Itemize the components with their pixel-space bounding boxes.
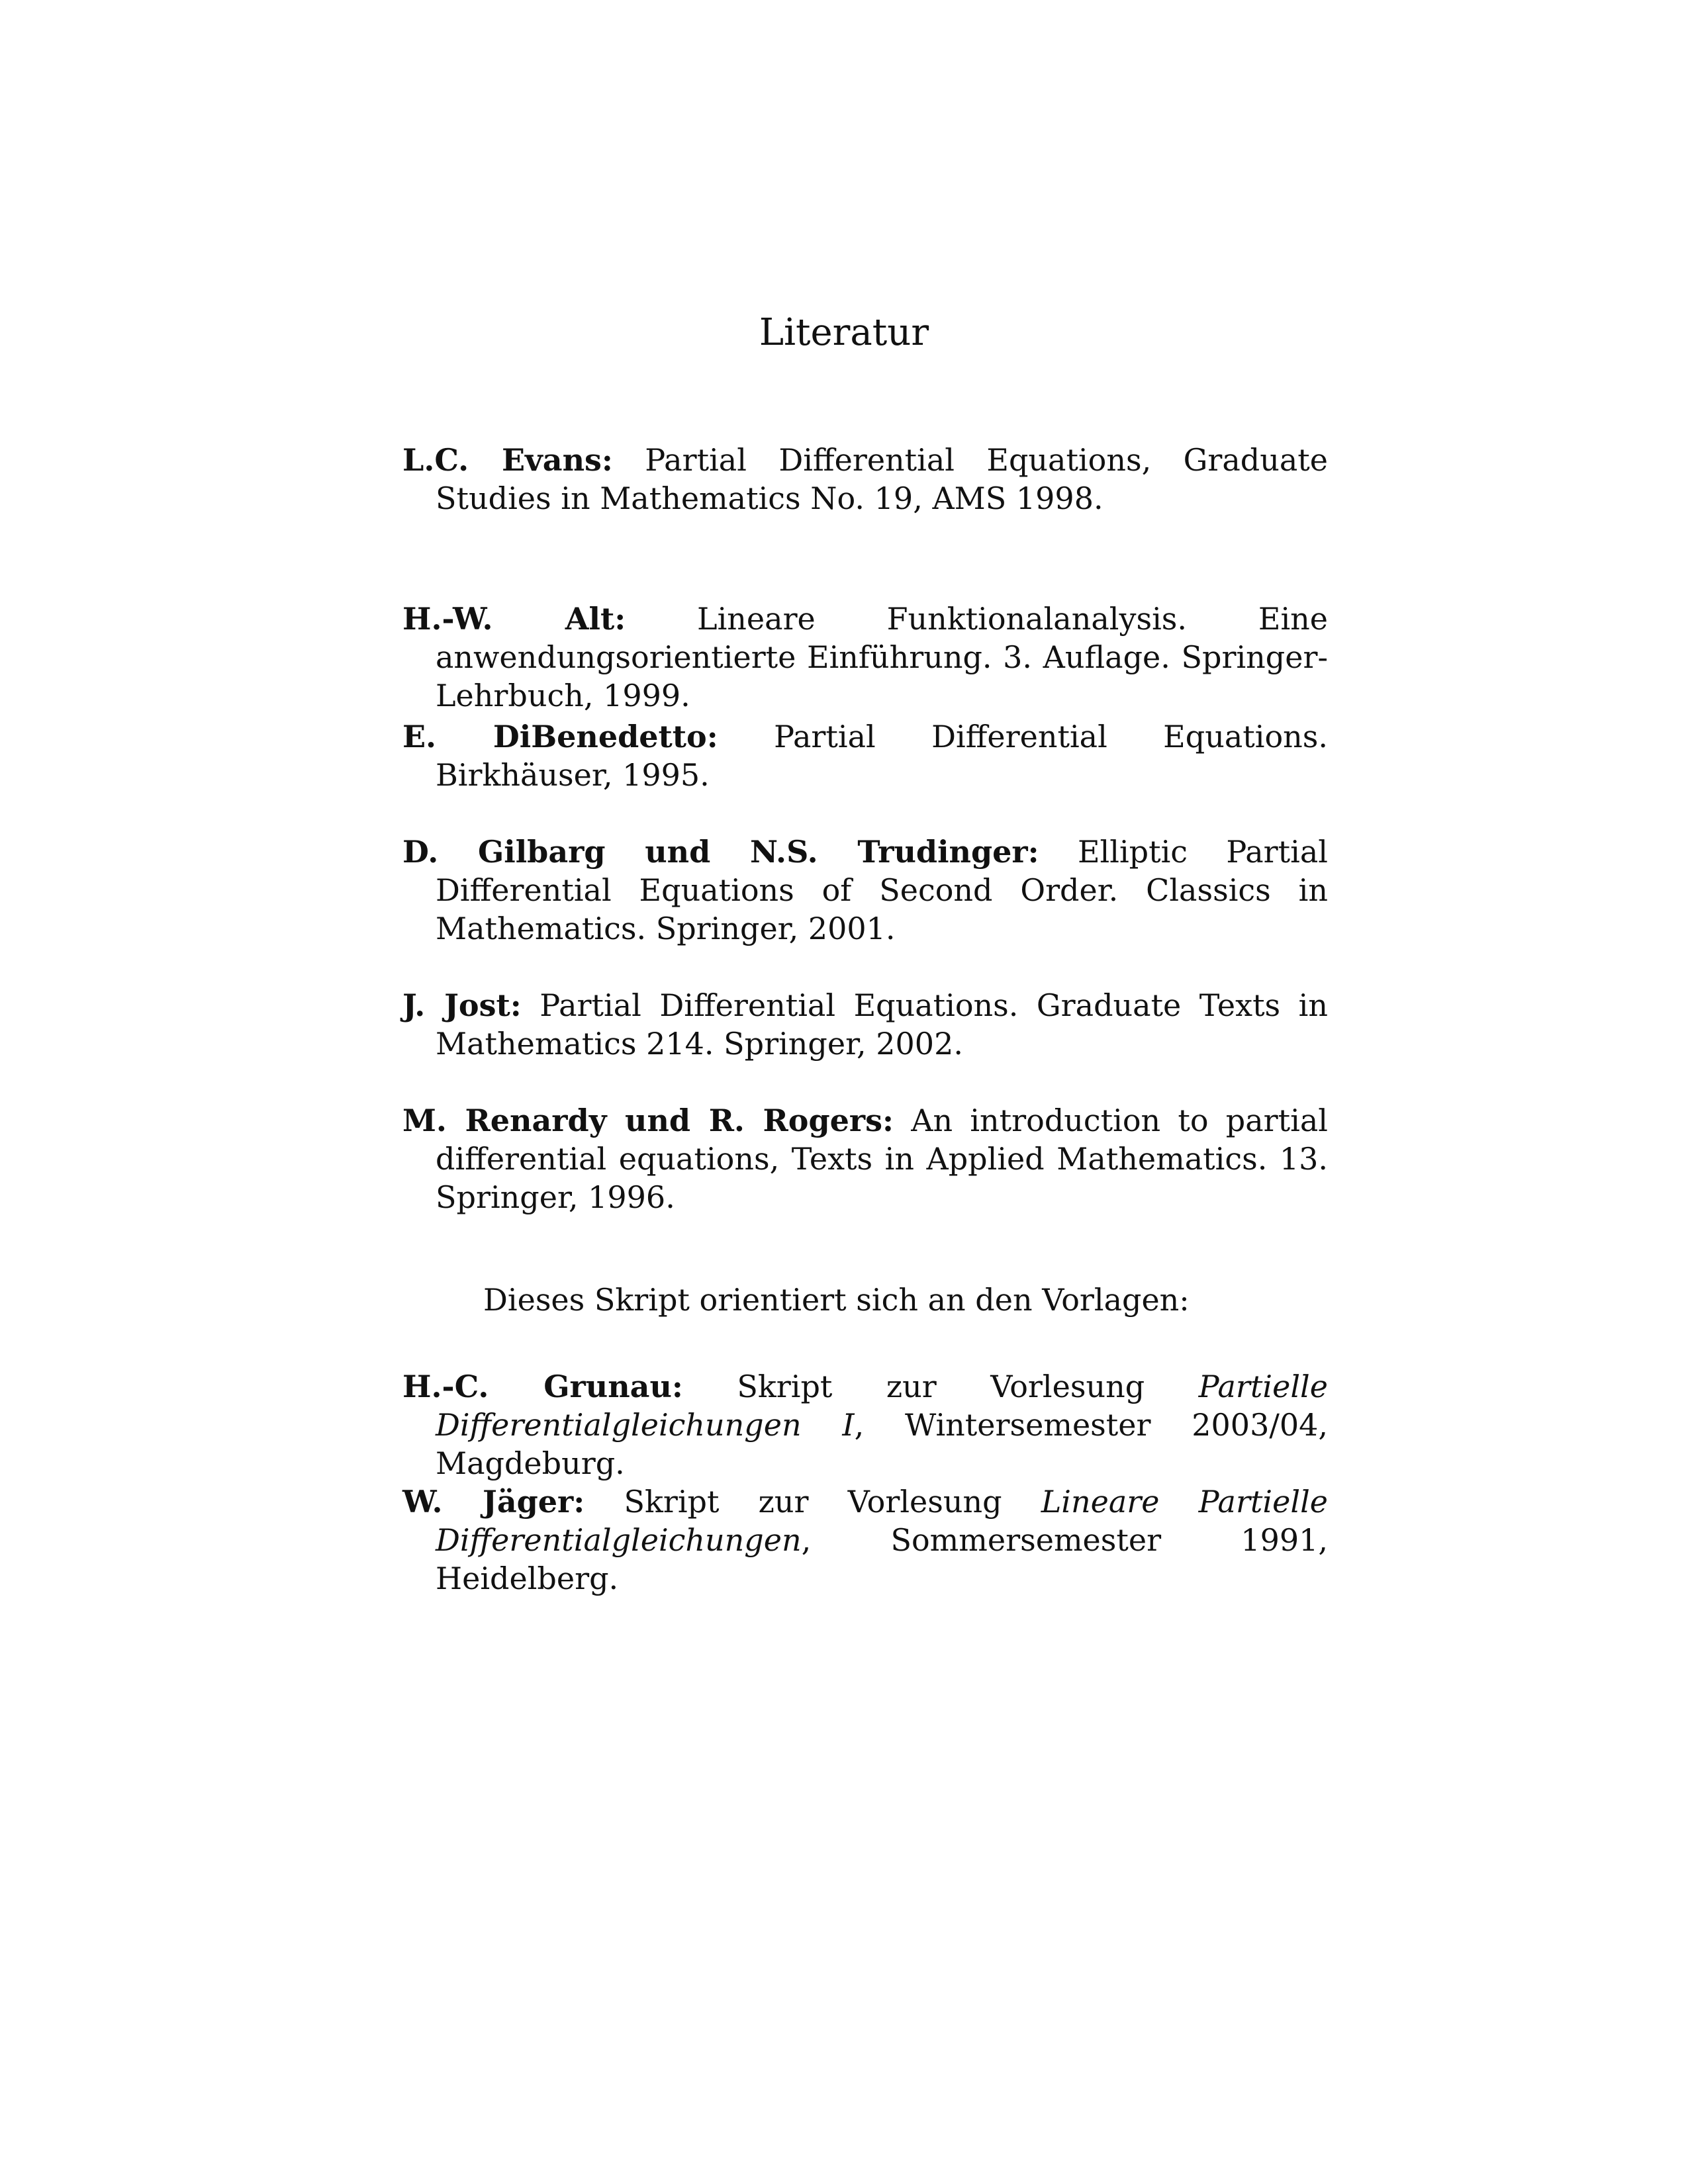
- reference-text: Elliptic Partial Differential Equations of Second Order. Classics in Mathematics. Springer, 2001.: [436, 834, 1328, 946]
- source-title: Lineare Partielle Differentialgleichungen: [436, 1484, 1329, 1558]
- reference-entry: [402, 833, 1328, 948]
- source-suffix: , Wintersemester 2003/04, Magdeburg.: [436, 1407, 1328, 1481]
- reference-text: An introduction to partial differential equations, Texts in Applied Mathematics. 13. Springer, 1996.: [436, 1103, 1328, 1215]
- reference-entry: [402, 600, 1328, 715]
- reference-entry: [402, 441, 1328, 518]
- reference-text: Lineare Funktionalanalysis. Eine anwendungsorientierte Einführung. 3. Auflage. Springer-Lehrbuch, 1999.: [436, 601, 1328, 713]
- source-author: H.-C. Grunau:: [402, 1369, 683, 1404]
- source-prefix: Skript zur Vorlesung: [737, 1369, 1145, 1404]
- source-entry: [402, 1482, 1328, 1598]
- reference-author: E. DiBenedetto:: [402, 719, 718, 754]
- source-title: Partielle Differentialgleichungen I: [436, 1369, 1328, 1443]
- reference-author: M. Renardy und R. Rogers:: [402, 1103, 894, 1138]
- reference-author: J. Jost:: [402, 987, 522, 1023]
- source-entry: [402, 1367, 1328, 1482]
- reference-author: H.-W. Alt:: [402, 601, 626, 637]
- reference-author: L.C. Evans:: [402, 442, 613, 478]
- reference-entry: [402, 1101, 1328, 1216]
- reference-entry: [402, 717, 1328, 794]
- reference-text: Partial Differential Equations. Graduate Texts in Mathematics 214. Springer, 2002.: [436, 987, 1329, 1062]
- page-title: Literatur: [759, 311, 929, 354]
- reference-text: Partial Differential Equations. Birkhäuser, 1995.: [436, 719, 1329, 793]
- source-prefix: Skript zur Vorlesung: [624, 1484, 1002, 1520]
- reference-entry: [402, 986, 1328, 1063]
- source-author: W. Jäger:: [402, 1484, 585, 1520]
- reference-text: Partial Differential Equations, Graduate Studies in Mathematics No. 19, AMS 1998.: [436, 442, 1328, 516]
- source-suffix: , Sommersemester 1991, Heidelberg.: [436, 1522, 1328, 1596]
- sources-note: Dieses Skript orientiert sich an den Vorlagen:: [483, 1282, 1190, 1318]
- reference-author: D. Gilbarg und N.S. Trudinger:: [402, 834, 1039, 870]
